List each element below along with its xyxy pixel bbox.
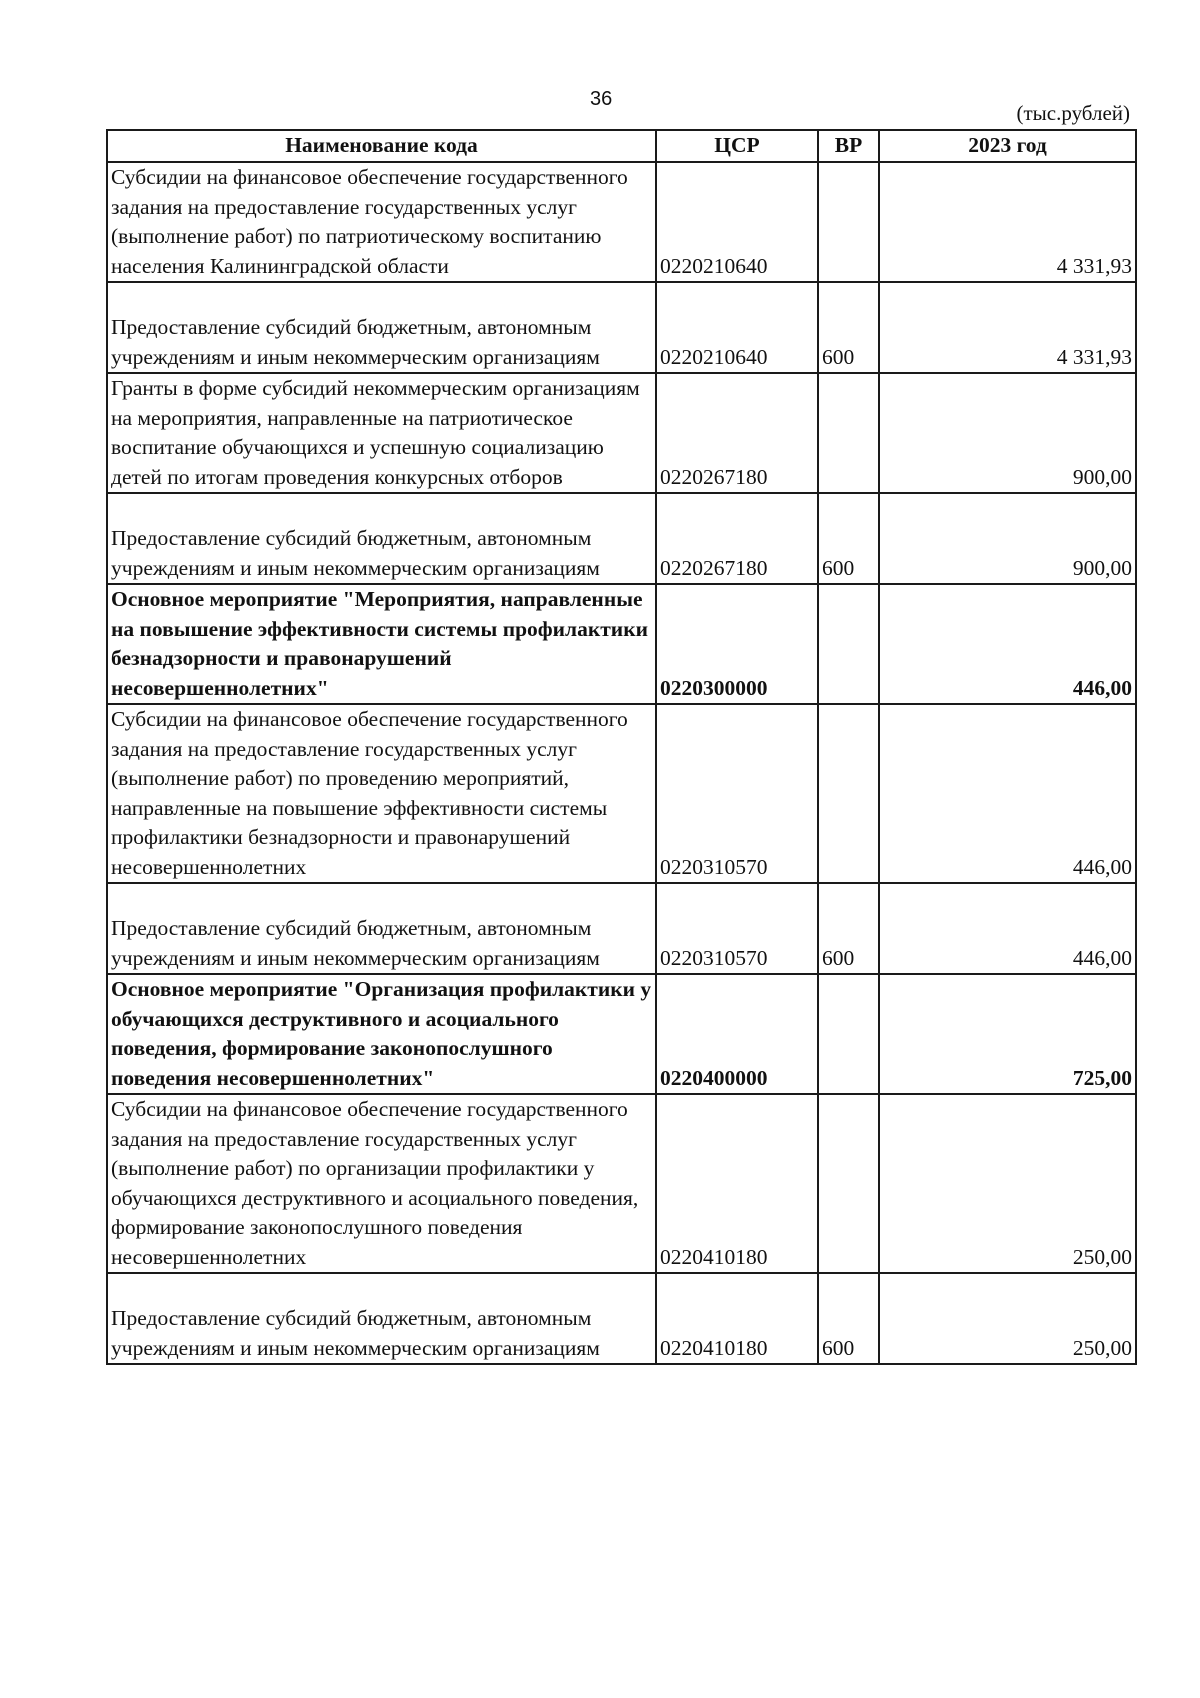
row-vr: 600 (818, 883, 879, 974)
row-vr: 600 (818, 282, 879, 373)
header-year: 2023 год (879, 130, 1136, 162)
row-sum: 250,00 (879, 1273, 1136, 1364)
header-name: Наименование кода (107, 130, 656, 162)
row-vr (818, 704, 879, 883)
row-name: Основное мероприятие "Мероприятия, направленные на повышение эффективности системы профилактики безнадзорности и правонарушений несовершеннолетних" (107, 584, 656, 704)
row-name: Предоставление субсидий бюджетным, автономным учреждениям и иным некоммерческим организациям (107, 1273, 656, 1364)
row-sum: 900,00 (879, 493, 1136, 584)
row-csr: 0220267180 (656, 373, 818, 493)
row-sum: 725,00 (879, 974, 1136, 1094)
row-csr: 0220310570 (656, 883, 818, 974)
row-vr (818, 162, 879, 282)
row-vr (818, 373, 879, 493)
table-row (107, 162, 1136, 282)
row-name: Предоставление субсидий бюджетным, автономным учреждениям и иным некоммерческим организациям (107, 883, 656, 974)
row-csr: 0220410180 (656, 1273, 818, 1364)
table-row (107, 1273, 1136, 1364)
row-vr (818, 584, 879, 704)
row-vr (818, 974, 879, 1094)
row-sum: 4 331,93 (879, 282, 1136, 373)
row-vr: 600 (818, 493, 879, 584)
table-row (107, 1094, 1136, 1273)
row-csr: 0220210640 (656, 282, 818, 373)
row-name: Субсидии на финансовое обеспечение государственного задания на предоставление государственных услуг (выполнение работ) по патриотическому воспитанию населения Калининградской области (107, 162, 656, 282)
row-vr: 600 (818, 1273, 879, 1364)
row-csr: 0220410180 (656, 1094, 818, 1273)
row-name: Основное мероприятие "Организация профилактики у обучающихся деструктивного и асоциального поведения, формирование законопослушного поведения несовершеннолетних" (107, 974, 656, 1094)
budget-table (106, 129, 1137, 1365)
table-row (107, 282, 1136, 373)
table-row (107, 704, 1136, 883)
row-sum: 900,00 (879, 373, 1136, 493)
row-sum: 250,00 (879, 1094, 1136, 1273)
row-name: Субсидии на финансовое обеспечение государственного задания на предоставление государственных услуг (выполнение работ) по организации профилактики у обучающихся деструктивного и асоциального поведения, формирование законопослушного поведения несовершеннолетних (107, 1094, 656, 1273)
table-row (107, 373, 1136, 493)
row-csr: 0220310570 (656, 704, 818, 883)
header-csr: ЦСР (656, 130, 818, 162)
row-vr (818, 1094, 879, 1273)
units-label: (тыс.рублей) (1016, 101, 1130, 125)
table-row (107, 584, 1136, 704)
table-header-row (107, 130, 1136, 162)
row-csr: 0220267180 (656, 493, 818, 584)
row-csr: 0220400000 (656, 974, 818, 1094)
table-row (107, 493, 1136, 584)
row-csr: 0220300000 (656, 584, 818, 704)
row-sum: 446,00 (879, 584, 1136, 704)
table-row (107, 883, 1136, 974)
row-csr: 0220210640 (656, 162, 818, 282)
row-sum: 446,00 (879, 883, 1136, 974)
row-sum: 446,00 (879, 704, 1136, 883)
table-row (107, 974, 1136, 1094)
header-vr: ВР (818, 130, 879, 162)
row-name: Предоставление субсидий бюджетным, автономным учреждениям и иным некоммерческим организациям (107, 282, 656, 373)
row-name: Субсидии на финансовое обеспечение государственного задания на предоставление государственных услуг (выполнение работ) по проведению мероприятий, направленные на повышение эффективности системы профилактики безнадзорности и правонарушений несовершеннолетних (107, 704, 656, 883)
row-name: Предоставление субсидий бюджетным, автономным учреждениям и иным некоммерческим организациям (107, 493, 656, 584)
row-sum: 4 331,93 (879, 162, 1136, 282)
row-name: Гранты в форме субсидий некоммерческим организациям на мероприятия, направленные на патриотическое воспитание обучающихся и успешную социализацию детей по итогам проведения конкурсных отборов (107, 373, 656, 493)
page-number: 36 (590, 88, 613, 110)
